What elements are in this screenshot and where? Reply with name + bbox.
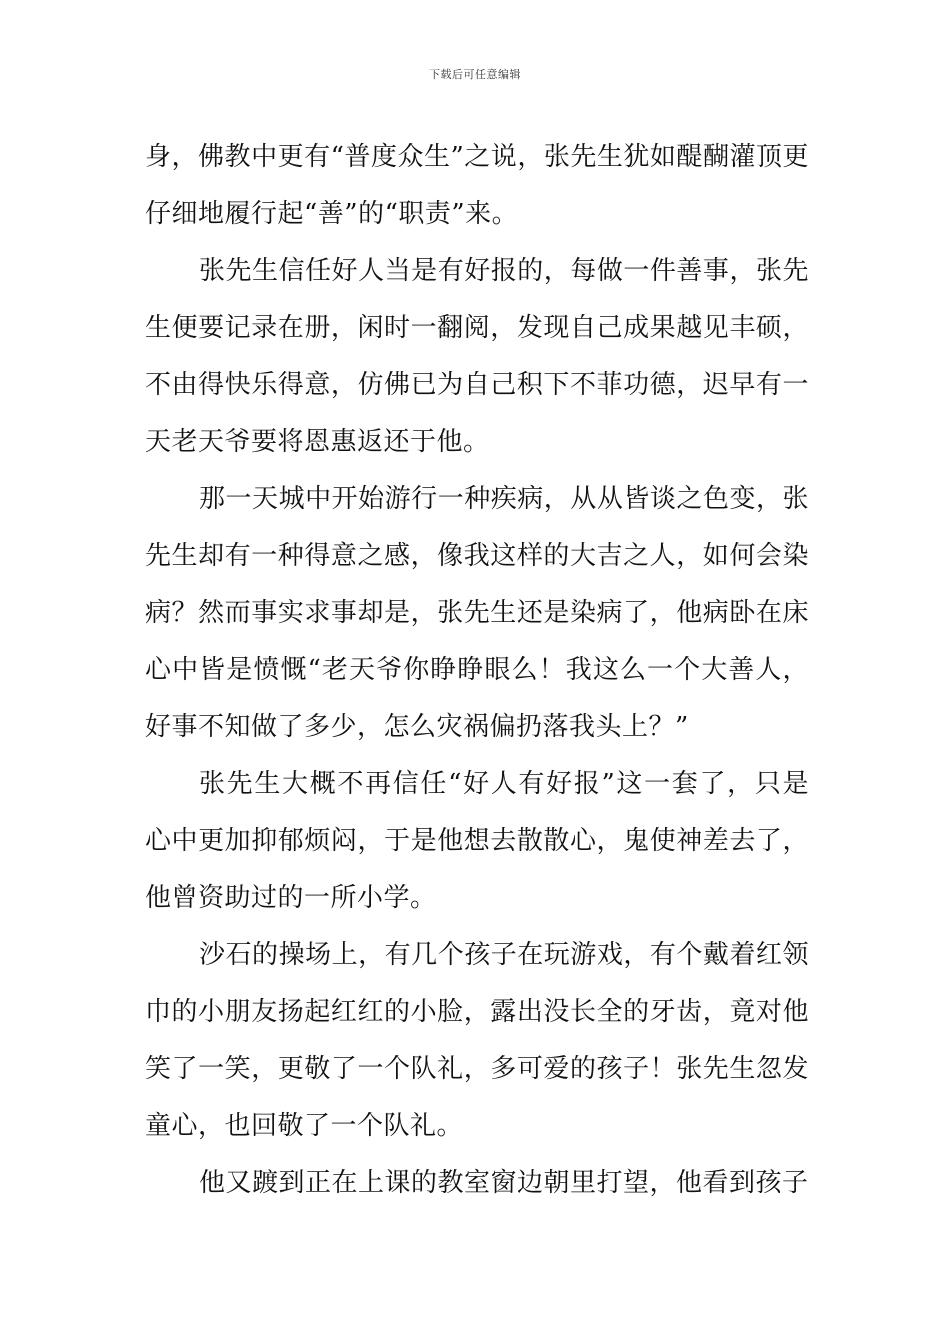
paragraph-1: 身，佛教中更有“普度众生”之说，张先生犹如醍醐灌顶更仔细地履行起“善”的“职责”来。	[145, 142, 809, 229]
page-header: 下载后可任意编辑	[429, 68, 521, 81]
paragraph-5: 沙石的操场上，有几个孩子在玩游戏，有个戴着红领巾的小朋友扬起红红的小脸，露出没长全的牙齿，竟对他笑了一笑，更敬了一个队礼，多可爱的孩子！张先生忽发童心，也回敬了一个队礼。	[145, 940, 809, 1141]
document-body	[145, 129, 809, 1212]
paragraph-2: 张先生信任好人当是有好报的，每做一件善事，张先生便要记录在册，闲时一翻阅，发现自己成果越见丰硕，不由得快乐得意，仿佛已为自己积下不菲功德，迟早有一天老天爷要将恩惠返还于他。	[145, 256, 809, 457]
paragraph-3: 那一天城中开始游行一种疾病，从从皆谈之色变，张先生却有一种得意之感，像我这样的大吉之人，如何会染病？然而事实求事却是，张先生还是染病了，他病卧在床心中皆是愤慨“老天爷你睁睁眼么！我这么一个大善人，好事不知做了多少，怎么灾祸偏扔落我头上？”	[145, 484, 809, 742]
paragraph-4: 张先生大概不再信任“好人有好报”这一套了，只是心中更加抑郁烦闷，于是他想去散散心，鬼使神差去了，他曾资助过的一所小学。	[145, 769, 809, 913]
paragraph-6: 他又踱到正在上课的教室窗边朝里打望，他看到孩子	[199, 1168, 809, 1198]
